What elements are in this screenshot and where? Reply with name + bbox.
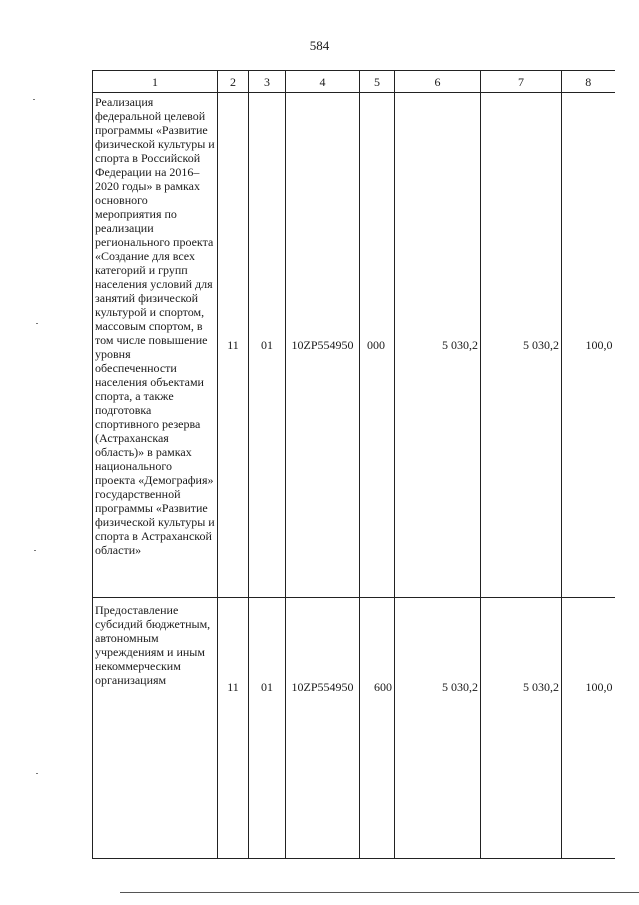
executed-amount: 5 030,2 xyxy=(481,598,562,859)
scan-speck xyxy=(34,550,36,551)
scan-speck xyxy=(33,99,35,100)
page-bottom-rule xyxy=(120,892,639,893)
section-code: 11 xyxy=(218,93,249,598)
executed-amount: 5 030,2 xyxy=(481,93,562,598)
scan-speck xyxy=(36,773,38,774)
row-description: Реализация федеральной целевой программы «Развитие физической культуры и спорта в Российской Федерации на 2016–2020 годы» в рамках основного мероприятия по реализации регионального проекта «Создание для всех категорий и групп населения условий для занятий физической культурой и спортом, массовым спортом, в том числе повышение уровня обеспеченности населения объектами спорта, а также подготовка спортивного резерва (Астраханская область)» в рамках национального проекта «Демография» государственной программы «Развитие физической культуры и спорта в Астраханской области» xyxy=(93,93,218,598)
target-article-code: 10ZP554950 xyxy=(286,93,360,598)
subsection-code: 01 xyxy=(249,93,286,598)
table-row xyxy=(93,93,615,598)
execution-percent: 100,0 xyxy=(562,598,615,859)
header-cell-5: 5 xyxy=(360,71,395,93)
subsection-code: 01 xyxy=(249,598,286,859)
expense-type-code: 600 xyxy=(360,598,395,859)
header-cell-8: 8 xyxy=(562,71,615,93)
expense-type-code: 000 xyxy=(360,93,395,598)
row-description: Предоставление субсидий бюджетным, автономным учреждениям и иным некоммерческим организациям xyxy=(93,598,218,859)
planned-amount: 5 030,2 xyxy=(395,598,481,859)
header-cell-3: 3 xyxy=(249,71,286,93)
header-cell-6: 6 xyxy=(395,71,481,93)
header-cell-7: 7 xyxy=(481,71,562,93)
scan-speck xyxy=(36,323,38,324)
header-row xyxy=(93,71,615,93)
table-row xyxy=(93,598,615,859)
header-cell-4: 4 xyxy=(286,71,360,93)
page-number: 584 xyxy=(309,38,330,53)
target-article-code: 10ZP554950 xyxy=(286,598,360,859)
header-cell-2: 2 xyxy=(218,71,249,93)
section-code: 11 xyxy=(218,598,249,859)
budget-table xyxy=(92,70,615,859)
planned-amount: 5 030,2 xyxy=(395,93,481,598)
execution-percent: 100,0 xyxy=(562,93,615,598)
header-cell-1: 1 xyxy=(93,71,218,93)
